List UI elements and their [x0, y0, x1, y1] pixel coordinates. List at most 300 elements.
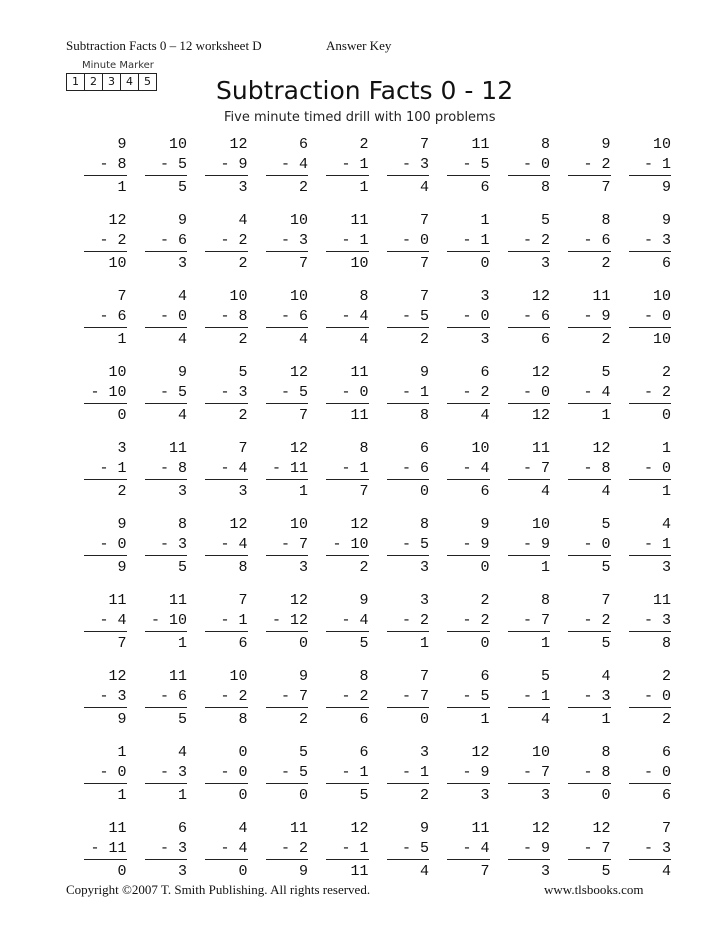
subtrahend-line	[629, 687, 672, 708]
minuend: 8	[540, 136, 550, 153]
minus-sign: -	[341, 688, 360, 705]
minute-marker-cell: 3	[103, 74, 121, 91]
difference: 5	[177, 711, 187, 728]
problem-row	[66, 439, 671, 515]
minuend: 8	[540, 592, 550, 609]
subtrahend: 4	[359, 612, 369, 629]
minus-sign: -	[462, 764, 481, 781]
minus-sign: -	[522, 156, 541, 173]
difference: 5	[601, 559, 611, 576]
subtrahend: 10	[168, 612, 187, 629]
minus-sign: -	[522, 612, 541, 629]
difference: 0	[419, 483, 429, 500]
difference: 4	[298, 331, 308, 348]
subtrahend-line	[568, 307, 611, 328]
subtrahend-line	[508, 307, 551, 328]
minuend: 11	[168, 592, 187, 609]
subtrahend-line	[266, 687, 309, 708]
minus-sign: -	[220, 612, 239, 629]
problem	[550, 439, 611, 515]
subtrahend: 3	[661, 840, 671, 857]
subtrahend-line	[205, 307, 248, 328]
minus-sign: -	[522, 688, 541, 705]
minuend: 8	[177, 516, 187, 533]
minuend: 8	[359, 288, 369, 305]
subtrahend: 6	[601, 232, 611, 249]
subtrahend-line	[568, 155, 611, 176]
problem	[308, 667, 369, 743]
page-subtitle: Five minute timed drill with 100 problems	[224, 110, 496, 125]
minuend: 2	[661, 668, 671, 685]
problem-row	[66, 591, 671, 667]
minuend: 11	[350, 212, 369, 229]
problem	[66, 287, 127, 363]
minuend: 12	[229, 136, 248, 153]
minuend: 5	[540, 212, 550, 229]
minus-sign: -	[332, 536, 351, 553]
minus-sign: -	[280, 156, 299, 173]
minuend: 11	[108, 592, 127, 609]
minuend: 7	[238, 440, 248, 457]
difference: 6	[480, 179, 490, 196]
difference: 0	[238, 863, 248, 880]
problem	[308, 287, 369, 363]
problem	[611, 439, 672, 515]
difference: 4	[540, 483, 550, 500]
minuend: 6	[177, 820, 187, 837]
difference: 10	[108, 255, 127, 272]
subtrahend-line	[387, 155, 430, 176]
problem	[611, 667, 672, 743]
problem	[611, 591, 672, 667]
minus-sign: -	[90, 384, 109, 401]
minus-sign: -	[159, 688, 178, 705]
subtrahend: 0	[359, 384, 369, 401]
minus-sign: -	[280, 764, 299, 781]
problem	[550, 743, 611, 819]
difference: 2	[419, 787, 429, 804]
minus-sign: -	[341, 764, 360, 781]
subtrahend-line	[629, 839, 672, 860]
subtrahend: 0	[117, 764, 127, 781]
subtrahend: 7	[540, 612, 550, 629]
subtrahend: 0	[480, 308, 490, 325]
minuend: 9	[177, 364, 187, 381]
subtrahend: 0	[238, 764, 248, 781]
subtrahend: 6	[117, 308, 127, 325]
subtrahend-line	[568, 763, 611, 784]
minuend: 10	[289, 212, 308, 229]
subtrahend: 0	[540, 156, 550, 173]
difference: 7	[419, 255, 429, 272]
problem	[429, 439, 490, 515]
minus-sign: -	[220, 840, 239, 857]
minus-sign: -	[159, 764, 178, 781]
difference: 1	[177, 787, 187, 804]
subtrahend: 9	[540, 840, 550, 857]
minus-sign: -	[271, 612, 290, 629]
minuend: 10	[652, 288, 671, 305]
minus-sign: -	[99, 764, 118, 781]
minus-sign: -	[462, 536, 481, 553]
subtrahend: 0	[661, 460, 671, 477]
subtrahend-line	[568, 839, 611, 860]
minus-sign: -	[401, 612, 420, 629]
subtrahend-line	[447, 459, 490, 480]
problem	[369, 135, 430, 211]
difference: 0	[480, 559, 490, 576]
difference: 8	[238, 559, 248, 576]
subtrahend: 11	[289, 460, 308, 477]
minus-sign: -	[583, 156, 602, 173]
subtrahend-line	[629, 307, 672, 328]
subtrahend-line	[145, 459, 188, 480]
problem	[490, 363, 551, 439]
difference: 2	[238, 331, 248, 348]
subtrahend-line	[447, 535, 490, 556]
problem	[490, 439, 551, 515]
problem	[127, 515, 188, 591]
subtrahend: 7	[298, 688, 308, 705]
difference: 10	[350, 255, 369, 272]
minuend: 9	[480, 516, 490, 533]
difference: 2	[359, 559, 369, 576]
problem	[66, 591, 127, 667]
minus-sign: -	[643, 460, 662, 477]
subtrahend: 6	[298, 308, 308, 325]
problem-row	[66, 287, 671, 363]
minus-sign: -	[159, 156, 178, 173]
subtrahend-line	[508, 231, 551, 252]
minuend: 8	[601, 212, 611, 229]
subtrahend: 5	[419, 536, 429, 553]
minus-sign: -	[643, 764, 662, 781]
subtrahend: 4	[298, 156, 308, 173]
difference: 8	[238, 711, 248, 728]
subtrahend: 6	[177, 688, 187, 705]
difference: 7	[298, 407, 308, 424]
problem	[429, 211, 490, 287]
difference: 4	[359, 331, 369, 348]
problem	[429, 667, 490, 743]
minus-sign: -	[522, 460, 541, 477]
difference: 6	[480, 483, 490, 500]
subtrahend-line	[205, 839, 248, 860]
subtrahend-line	[145, 535, 188, 556]
minuend: 7	[661, 820, 671, 837]
difference: 4	[480, 407, 490, 424]
minuend: 9	[117, 136, 127, 153]
minus-sign: -	[401, 764, 420, 781]
minuend: 11	[592, 288, 611, 305]
difference: 6	[661, 787, 671, 804]
subtrahend: 6	[540, 308, 550, 325]
problem	[248, 363, 309, 439]
subtrahend: 12	[289, 612, 308, 629]
minus-sign: -	[220, 232, 239, 249]
subtrahend: 0	[661, 308, 671, 325]
minuend: 6	[480, 364, 490, 381]
minuend: 6	[480, 668, 490, 685]
difference: 1	[540, 559, 550, 576]
minuend: 5	[298, 744, 308, 761]
subtrahend-line	[629, 763, 672, 784]
minuend: 12	[531, 364, 550, 381]
subtrahend: 5	[177, 156, 187, 173]
problem	[127, 591, 188, 667]
subtrahend: 3	[419, 156, 429, 173]
difference: 2	[661, 711, 671, 728]
subtrahend: 10	[350, 536, 369, 553]
minuend: 12	[289, 440, 308, 457]
problem	[429, 515, 490, 591]
difference: 1	[117, 787, 127, 804]
subtrahend: 2	[480, 612, 490, 629]
subtrahend-line	[447, 155, 490, 176]
difference: 11	[350, 863, 369, 880]
minuend: 8	[359, 440, 369, 457]
difference: 1	[177, 635, 187, 652]
subtrahend: 0	[661, 688, 671, 705]
minus-sign: -	[583, 384, 602, 401]
subtrahend: 3	[177, 764, 187, 781]
subtrahend: 2	[419, 612, 429, 629]
minuend: 2	[661, 364, 671, 381]
subtrahend: 9	[238, 156, 248, 173]
subtrahend-line	[84, 839, 127, 860]
minuend: 10	[531, 744, 550, 761]
difference: 0	[601, 787, 611, 804]
problem	[187, 743, 248, 819]
minus-sign: -	[159, 536, 178, 553]
minuend: 3	[419, 744, 429, 761]
problem	[611, 287, 672, 363]
subtrahend-line	[205, 763, 248, 784]
subtrahend: 1	[419, 764, 429, 781]
minus-sign: -	[643, 308, 662, 325]
page-title: Subtraction Facts 0 - 12	[216, 76, 514, 105]
problem	[369, 515, 430, 591]
difference: 0	[480, 255, 490, 272]
minus-sign: -	[643, 612, 662, 629]
subtrahend: 2	[298, 840, 308, 857]
problem	[308, 135, 369, 211]
minus-sign: -	[150, 612, 169, 629]
minuend: 9	[419, 820, 429, 837]
subtrahend-line	[205, 231, 248, 252]
problem	[490, 667, 551, 743]
difference: 1	[480, 711, 490, 728]
problem	[429, 591, 490, 667]
difference: 3	[540, 255, 550, 272]
subtrahend-line	[387, 535, 430, 556]
minuend: 4	[238, 212, 248, 229]
problem	[308, 515, 369, 591]
problem	[66, 515, 127, 591]
minuend: 11	[289, 820, 308, 837]
problem	[550, 363, 611, 439]
subtrahend-line	[266, 231, 309, 252]
minuend: 5	[540, 668, 550, 685]
minus-sign: -	[643, 688, 662, 705]
minus-sign: -	[462, 232, 481, 249]
problem	[308, 363, 369, 439]
subtrahend: 9	[480, 536, 490, 553]
problem	[187, 135, 248, 211]
minuend: 11	[108, 820, 127, 837]
subtrahend-line	[387, 839, 430, 860]
minuend: 4	[661, 516, 671, 533]
difference: 2	[601, 255, 611, 272]
difference: 0	[238, 787, 248, 804]
subtrahend-line	[326, 687, 369, 708]
minuend: 11	[531, 440, 550, 457]
minus-sign: -	[220, 536, 239, 553]
minuend: 6	[298, 136, 308, 153]
minus-sign: -	[583, 308, 602, 325]
subtrahend: 2	[238, 688, 248, 705]
subtrahend-line	[205, 611, 248, 632]
problem	[611, 211, 672, 287]
difference: 2	[298, 179, 308, 196]
minus-sign: -	[401, 460, 420, 477]
minute-marker-cell: 1	[67, 74, 85, 91]
minus-sign: -	[280, 384, 299, 401]
minuend: 7	[238, 592, 248, 609]
problem	[127, 363, 188, 439]
subtrahend-line	[266, 763, 309, 784]
subtrahend-line	[84, 611, 127, 632]
minuend: 12	[229, 516, 248, 533]
minus-sign: -	[583, 840, 602, 857]
subtrahend: 8	[177, 460, 187, 477]
minute-marker-cell: 4	[121, 74, 139, 91]
problem-row	[66, 135, 671, 211]
subtrahend: 3	[177, 536, 187, 553]
minuend: 7	[419, 136, 429, 153]
subtrahend: 3	[117, 688, 127, 705]
difference: 3	[540, 787, 550, 804]
subtrahend-line	[205, 535, 248, 556]
problem	[550, 591, 611, 667]
minus-sign: -	[643, 232, 662, 249]
subtrahend: 8	[601, 460, 611, 477]
problem	[490, 591, 551, 667]
minuend: 11	[168, 668, 187, 685]
subtrahend: 1	[359, 156, 369, 173]
difference: 8	[540, 179, 550, 196]
subtrahend: 5	[298, 384, 308, 401]
minus-sign: -	[341, 232, 360, 249]
difference: 5	[601, 635, 611, 652]
difference: 3	[480, 331, 490, 348]
subtrahend-line	[508, 763, 551, 784]
problem	[248, 135, 309, 211]
minus-sign: -	[159, 840, 178, 857]
difference: 2	[238, 407, 248, 424]
minuend: 10	[108, 364, 127, 381]
subtrahend-line	[145, 763, 188, 784]
problem	[429, 135, 490, 211]
subtrahend-line	[629, 535, 672, 556]
difference: 3	[177, 255, 187, 272]
difference: 0	[117, 863, 127, 880]
minuend: 3	[117, 440, 127, 457]
minuend: 1	[661, 440, 671, 457]
subtrahend-line	[145, 611, 188, 632]
subtrahend: 1	[359, 460, 369, 477]
minuend: 12	[592, 440, 611, 457]
problem	[127, 439, 188, 515]
subtrahend-line	[326, 839, 369, 860]
subtrahend-line	[84, 535, 127, 556]
minus-sign: -	[280, 308, 299, 325]
subtrahend: 3	[298, 232, 308, 249]
minuend: 12	[108, 668, 127, 685]
problem	[66, 135, 127, 211]
problem	[611, 363, 672, 439]
minus-sign: -	[583, 612, 602, 629]
problem-row	[66, 363, 671, 439]
subtrahend: 3	[601, 688, 611, 705]
subtrahend: 1	[480, 232, 490, 249]
subtrahend-line	[447, 307, 490, 328]
minus-sign: -	[341, 384, 360, 401]
problem	[248, 287, 309, 363]
minus-sign: -	[220, 308, 239, 325]
difference: 9	[661, 179, 671, 196]
subtrahend: 2	[540, 232, 550, 249]
subtrahend: 8	[238, 308, 248, 325]
subtrahend: 7	[419, 688, 429, 705]
problem	[127, 211, 188, 287]
subtrahend-line	[629, 459, 672, 480]
minuend: 12	[289, 364, 308, 381]
difference: 7	[480, 863, 490, 880]
difference: 2	[238, 255, 248, 272]
subtrahend-line	[508, 687, 551, 708]
difference: 6	[238, 635, 248, 652]
difference: 12	[531, 407, 550, 424]
difference: 1	[117, 331, 127, 348]
minuend: 10	[471, 440, 490, 457]
problem	[248, 439, 309, 515]
problem	[248, 515, 309, 591]
problem	[490, 135, 551, 211]
difference: 3	[177, 483, 187, 500]
minuend: 3	[480, 288, 490, 305]
difference: 5	[177, 559, 187, 576]
subtrahend-line	[145, 155, 188, 176]
subtrahend: 2	[238, 232, 248, 249]
minuend: 1	[117, 744, 127, 761]
minuend: 12	[531, 288, 550, 305]
minus-sign: -	[462, 840, 481, 857]
minus-sign: -	[220, 384, 239, 401]
subtrahend-line	[84, 307, 127, 328]
subtrahend: 10	[108, 384, 127, 401]
minuend: 11	[350, 364, 369, 381]
problem	[248, 211, 309, 287]
subtrahend-line	[84, 459, 127, 480]
difference: 6	[661, 255, 671, 272]
subtrahend-line	[145, 383, 188, 404]
subtrahend-line	[326, 763, 369, 784]
minus-sign: -	[643, 840, 662, 857]
difference: 5	[601, 863, 611, 880]
subtrahend: 4	[238, 460, 248, 477]
minuend: 12	[350, 820, 369, 837]
